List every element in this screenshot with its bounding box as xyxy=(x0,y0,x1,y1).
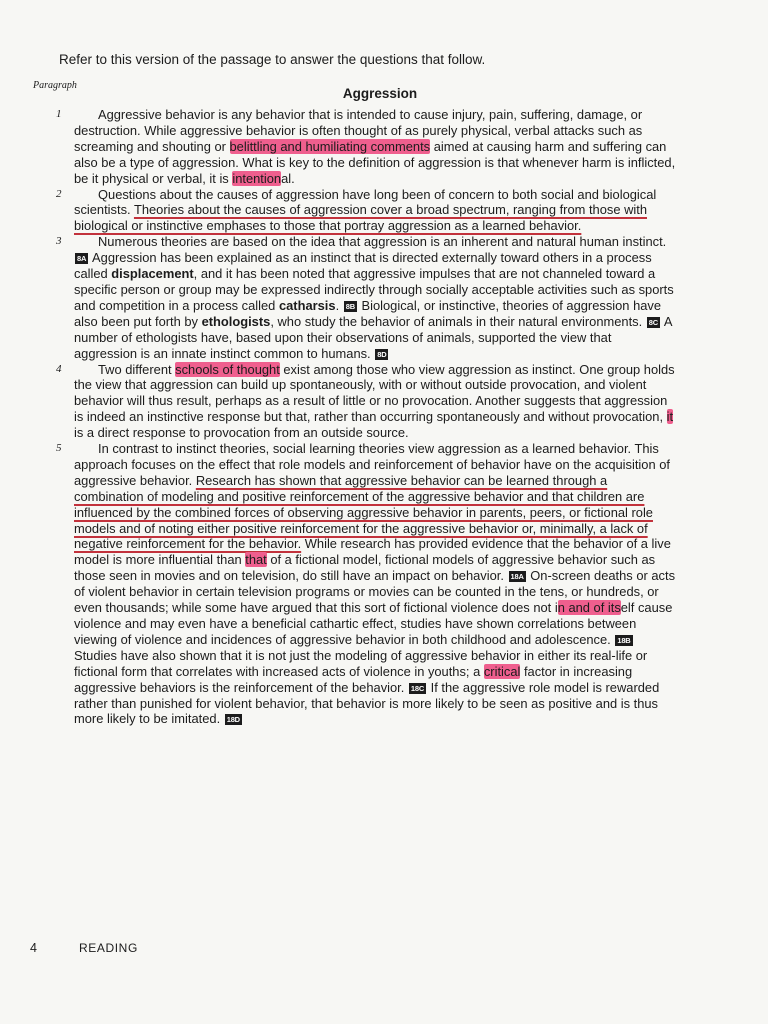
paragraph-number: 4 xyxy=(56,362,62,375)
insertion-marker: 8B xyxy=(345,301,355,311)
underlined-text: Research has shown that aggressive behavior can be learned through a combination of modeling and positive reinforcement of the aggressive behavior and that children are influenced by the combined forces of observing aggressive behavior in parents, peers, or fictional role models and of noting either positive reinforcement for the aggressive behavior or, minimally, a lack of negative reinforcement for the behavior. xyxy=(74,472,653,552)
insertion-marker: 8A xyxy=(77,254,87,264)
text-run: Aggressive behavior is any behavior that is intended to cause injury, pain, suffering, damage, or destruction. While aggressive behavior is often thought of as purely physical, verbal attacks such as screaming and shouting or xyxy=(74,107,643,154)
text-run: Studies have also shown that it is not just the modeling of aggressive behavior in either its real-life or fictional form that correlates with increased acts of violence in youths; a xyxy=(74,647,648,679)
insertion-marker: 18D xyxy=(226,715,240,725)
text-run: elf cause violence and may even have a beneficial cathartic effect, studies have shown correlations between viewing of violence and incidences of aggressive behavior in both childhood and adolescence. xyxy=(74,600,673,647)
bold-term: catharsis xyxy=(278,297,336,313)
insertion-marker: 18B xyxy=(617,635,631,645)
text-run: . xyxy=(335,297,343,313)
passage-instructions: Refer to this version of the passage to answer the questions that follow. xyxy=(59,52,486,67)
insertion-marker: 18A xyxy=(510,572,524,582)
paragraph-number: 3 xyxy=(56,235,62,248)
text-run: factor in increasing aggressive behaviors is the reinforcement of the behavior. xyxy=(74,663,633,695)
text-run: of a fictional model, fictional models of aggressive behavior such as those seen in movies and on television, do still have an impact on behavior. xyxy=(74,552,656,584)
text-run: A number of ethologists have, based upon their observations of animals, supported the view that aggression is an innate instinct common to humans. xyxy=(74,313,672,361)
insertion-marker: 18C xyxy=(410,683,425,693)
insertion-marker: 8D xyxy=(377,349,387,359)
passage-title: Aggression xyxy=(342,86,418,101)
text-run: Questions about the causes of aggression have long been of concern to both social and biological scientists. xyxy=(74,186,657,218)
highlighted-text: intention xyxy=(232,170,282,186)
paragraph-number: 5 xyxy=(56,442,62,455)
highlighted-text: that xyxy=(245,552,267,568)
paragraph-2 xyxy=(56,186,678,235)
text-run: exist among those who view aggression as instinct. One group holds the view that aggression can build up spontaneously, with or without outside provocation, and violent behavior will thus result, perhaps as a result of little or no provocation. Another suggests that aggression is indeed an instinctive response but that, rather than occurring spontaneously and without provocation, xyxy=(74,361,675,425)
text-run: al. xyxy=(281,170,295,186)
paragraph-5 xyxy=(56,441,678,727)
highlighted-text: critical xyxy=(483,663,521,679)
paragraph-4 xyxy=(56,361,678,442)
page-number: 4 xyxy=(30,941,37,955)
section-label: READING xyxy=(79,941,138,955)
text-run: , and it has been noted that aggressive impulses that are not channeled toward a specific person or group may be expressed indirectly through socially acceptable activities such as sports and competition in a process called xyxy=(74,266,674,313)
highlighted-text: schools of thought xyxy=(175,361,280,377)
highlighted-text: n and of its xyxy=(557,600,621,616)
insertion-marker: 8C xyxy=(648,317,658,327)
bold-term: ethologists xyxy=(201,313,271,329)
text-run: aimed at causing harm and suffering can also be a type of aggression. What is key to the definition of aggression is that whenever harm is inflicted, be it physical or verbal, it is xyxy=(74,138,676,186)
text-run: is a direct response to provocation from an outside source. xyxy=(74,425,409,441)
paragraph-column-label: Paragraph xyxy=(33,80,77,91)
highlighted-text: belittling and humiliating comments xyxy=(229,138,431,154)
highlighted-text: it xyxy=(666,409,674,425)
paragraph-number: 2 xyxy=(56,187,62,200)
paragraph-number: 1 xyxy=(56,108,62,120)
text-run: , who study the behavior of animals in their natural environments. xyxy=(270,313,646,329)
text-run: Aggression has been explained as an instinct that is directed externally toward others in a process called xyxy=(74,250,652,282)
text-run: Numerous theories are based on the idea that aggression is an inherent and natural human instinct. xyxy=(98,234,667,250)
paragraph-3 xyxy=(56,234,678,361)
text-run: Two different xyxy=(98,361,176,377)
text-run: Biological, or instinctive, theories of aggression have also been put forth by xyxy=(74,297,662,329)
underlined-text: Theories about the causes of aggression cover a broad spectrum, ranging from those with biological or instinctive emphases to those that portray aggression as a learned behavior. xyxy=(74,202,647,234)
text-run: While research has provided evidence that the behavior of a live model is more influential than xyxy=(74,536,671,568)
paragraph-1 xyxy=(56,107,678,187)
text-run: On-screen deaths or acts of violent behavior in certain television programs or movies can be counted in the tens, or hundreds, or even thousands; while some have argued that this sort of fictional violence does not i xyxy=(74,568,676,616)
text-run: If the aggressive role model is rewarded rather than punished for violent behavior, that behavior is more likely to be seen as positive and is thus more likely to be imitated. xyxy=(74,679,660,727)
text-run: In contrast to instinct theories, social learning theories view aggression as a learned behavior. This approach focuses on the effect that role models and reinforcement of behavior have on the acquisition of aggressive behavior. xyxy=(74,441,670,488)
passage-body xyxy=(56,107,678,727)
bold-term: displacement xyxy=(111,266,194,282)
